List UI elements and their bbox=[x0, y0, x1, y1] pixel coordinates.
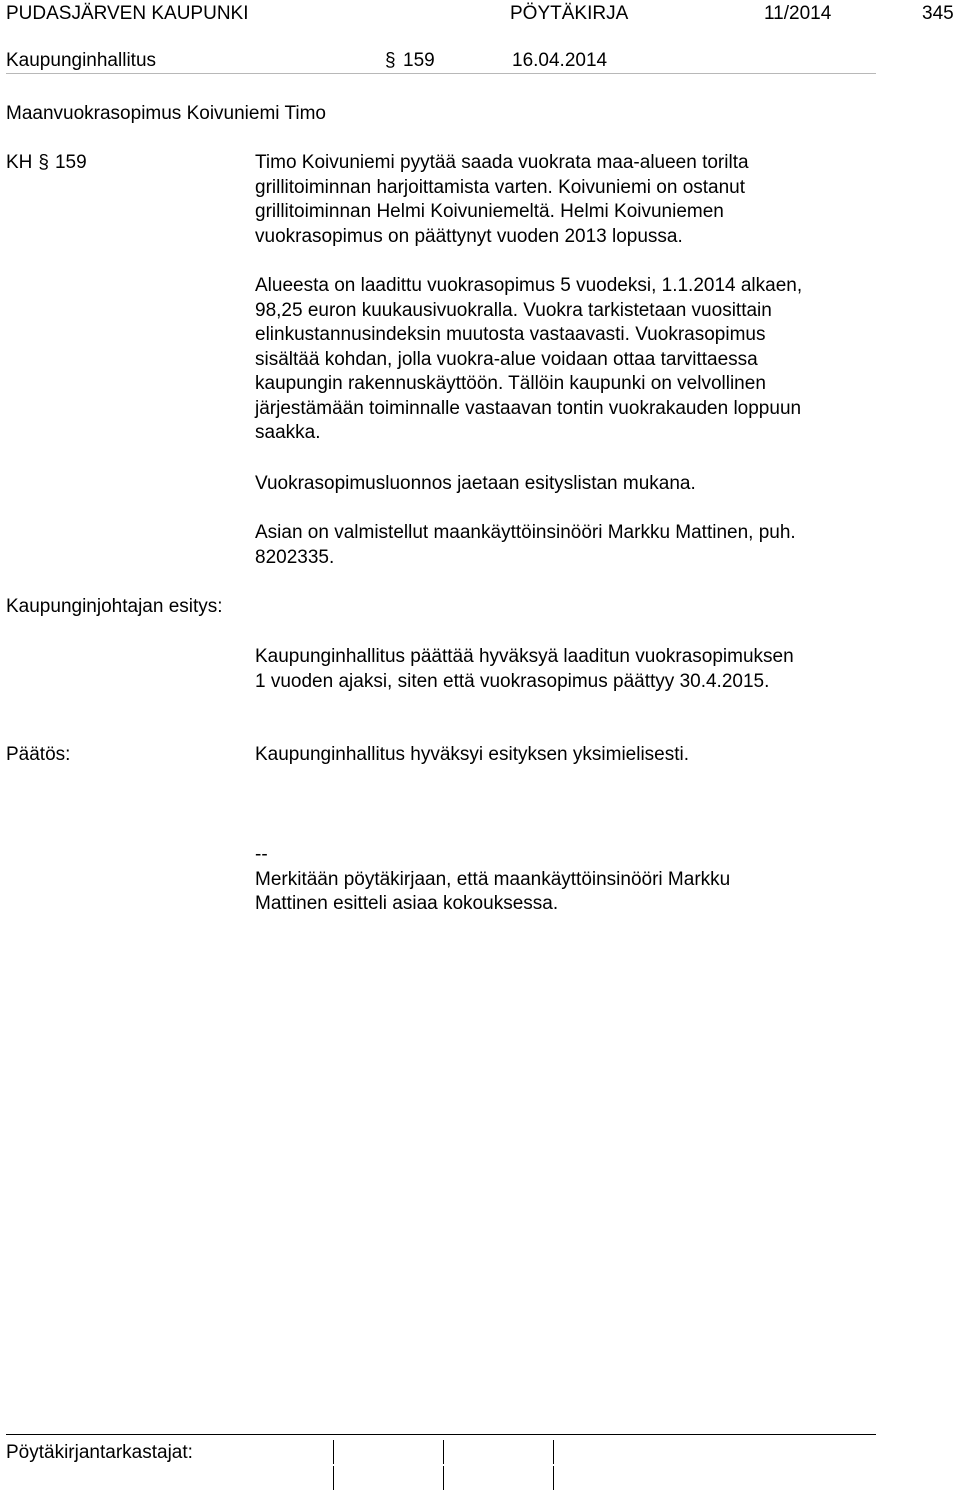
signature-divider bbox=[443, 1440, 444, 1464]
header-rule bbox=[6, 73, 876, 74]
proposal-label: Kaupunginjohtajan esitys: bbox=[6, 596, 223, 617]
text-line: järjestämään toiminnalle vastaavan tontin vuokrakauden loppuun bbox=[255, 397, 802, 419]
item-ref bbox=[6, 151, 87, 176]
decision-label: Päätös: bbox=[6, 744, 71, 765]
text-line: saakka. bbox=[255, 422, 321, 443]
signature-divider bbox=[333, 1440, 334, 1464]
paragraph-lease-terms bbox=[255, 274, 905, 446]
paragraph-request bbox=[255, 151, 905, 249]
text-line: Asian on valmistellut maankäyttöinsinööri Markku Mattinen, puh. bbox=[255, 522, 796, 543]
ref-prefix: KH bbox=[6, 152, 33, 173]
text-line: Vuokrasopimusluonnos jaetaan esityslistan mukana. bbox=[255, 473, 696, 494]
issue-number: 11/2014 bbox=[764, 3, 832, 24]
text-line: sisältää kohdan, jolla vuokra-alue voidaan ottaa tarvittaessa bbox=[255, 348, 758, 370]
text-line: Kaupunginhallitus päättää hyväksyä laaditun vuokrasopimuksen bbox=[255, 646, 794, 667]
paragraph-draft bbox=[255, 472, 905, 497]
signature-divider bbox=[333, 1466, 334, 1490]
footer-rule bbox=[6, 1434, 876, 1435]
page-number: 345 bbox=[922, 3, 954, 24]
text-line: Alueesta on laadittu vuokrasopimus 5 vuodeksi, 1.1.2014 alkaen, bbox=[255, 275, 803, 296]
org-name: PUDASJÄRVEN KAUPUNKI bbox=[6, 3, 249, 24]
text-line: vuokrasopimus on päättynyt vuoden 2013 lopussa. bbox=[255, 225, 683, 247]
text-line: 1 vuoden ajaksi, siten että vuokrasopimus päättyy 30.4.2015. bbox=[255, 670, 770, 692]
body-name: Kaupunginhallitus bbox=[6, 50, 157, 71]
signature-divider bbox=[443, 1466, 444, 1490]
minutes-note bbox=[255, 843, 905, 917]
text-line: Merkitään pöytäkirjaan, että maankäyttöinsinööri Markku bbox=[255, 868, 731, 890]
text-line: grillitoiminnan harjoittamista varten. Koivuniemi on ostanut bbox=[255, 176, 746, 198]
note-dash: -- bbox=[255, 844, 268, 865]
text-line: 98,25 euron kuukausivuokralla. Vuokra tarkistetaan vuosittain bbox=[255, 299, 772, 321]
section-sign: § bbox=[385, 50, 396, 71]
text-line: Kaupunginhallitus hyväksyi esityksen yksimielisesti. bbox=[255, 744, 690, 765]
checkers-label: Pöytäkirjantarkastajat: bbox=[6, 1442, 193, 1463]
text-line: Mattinen esitteli asiaa kokouksessa. bbox=[255, 893, 559, 914]
signature-divider bbox=[553, 1466, 554, 1490]
text-line: Timo Koivuniemi pyytää saada vuokrata maa-alueen torilta bbox=[255, 152, 749, 173]
ref-section-sign: § bbox=[38, 152, 49, 173]
decision-text bbox=[255, 743, 905, 768]
proposal-text bbox=[255, 645, 905, 694]
text-line: kaupungin rakennuskäyttöön. Tällöin kaupunki on velvollinen bbox=[255, 373, 766, 394]
meeting-date: 16.04.2014 bbox=[512, 50, 608, 71]
text-line: 8202335. bbox=[255, 546, 335, 568]
text-line: elinkustannusindeksin muutosta vastaavasti. Vuokrasopimus bbox=[255, 324, 766, 345]
section-number: 159 bbox=[403, 50, 435, 71]
paragraph-preparer bbox=[255, 521, 905, 570]
doc-type: PÖYTÄKIRJA bbox=[510, 3, 629, 24]
item-title: Maanvuokrasopimus Koivuniemi Timo bbox=[6, 103, 326, 124]
signature-divider bbox=[553, 1440, 554, 1464]
text-line: grillitoiminnan Helmi Koivuniemeltä. Helmi Koivuniemen bbox=[255, 201, 724, 222]
ref-number: 159 bbox=[54, 152, 87, 173]
